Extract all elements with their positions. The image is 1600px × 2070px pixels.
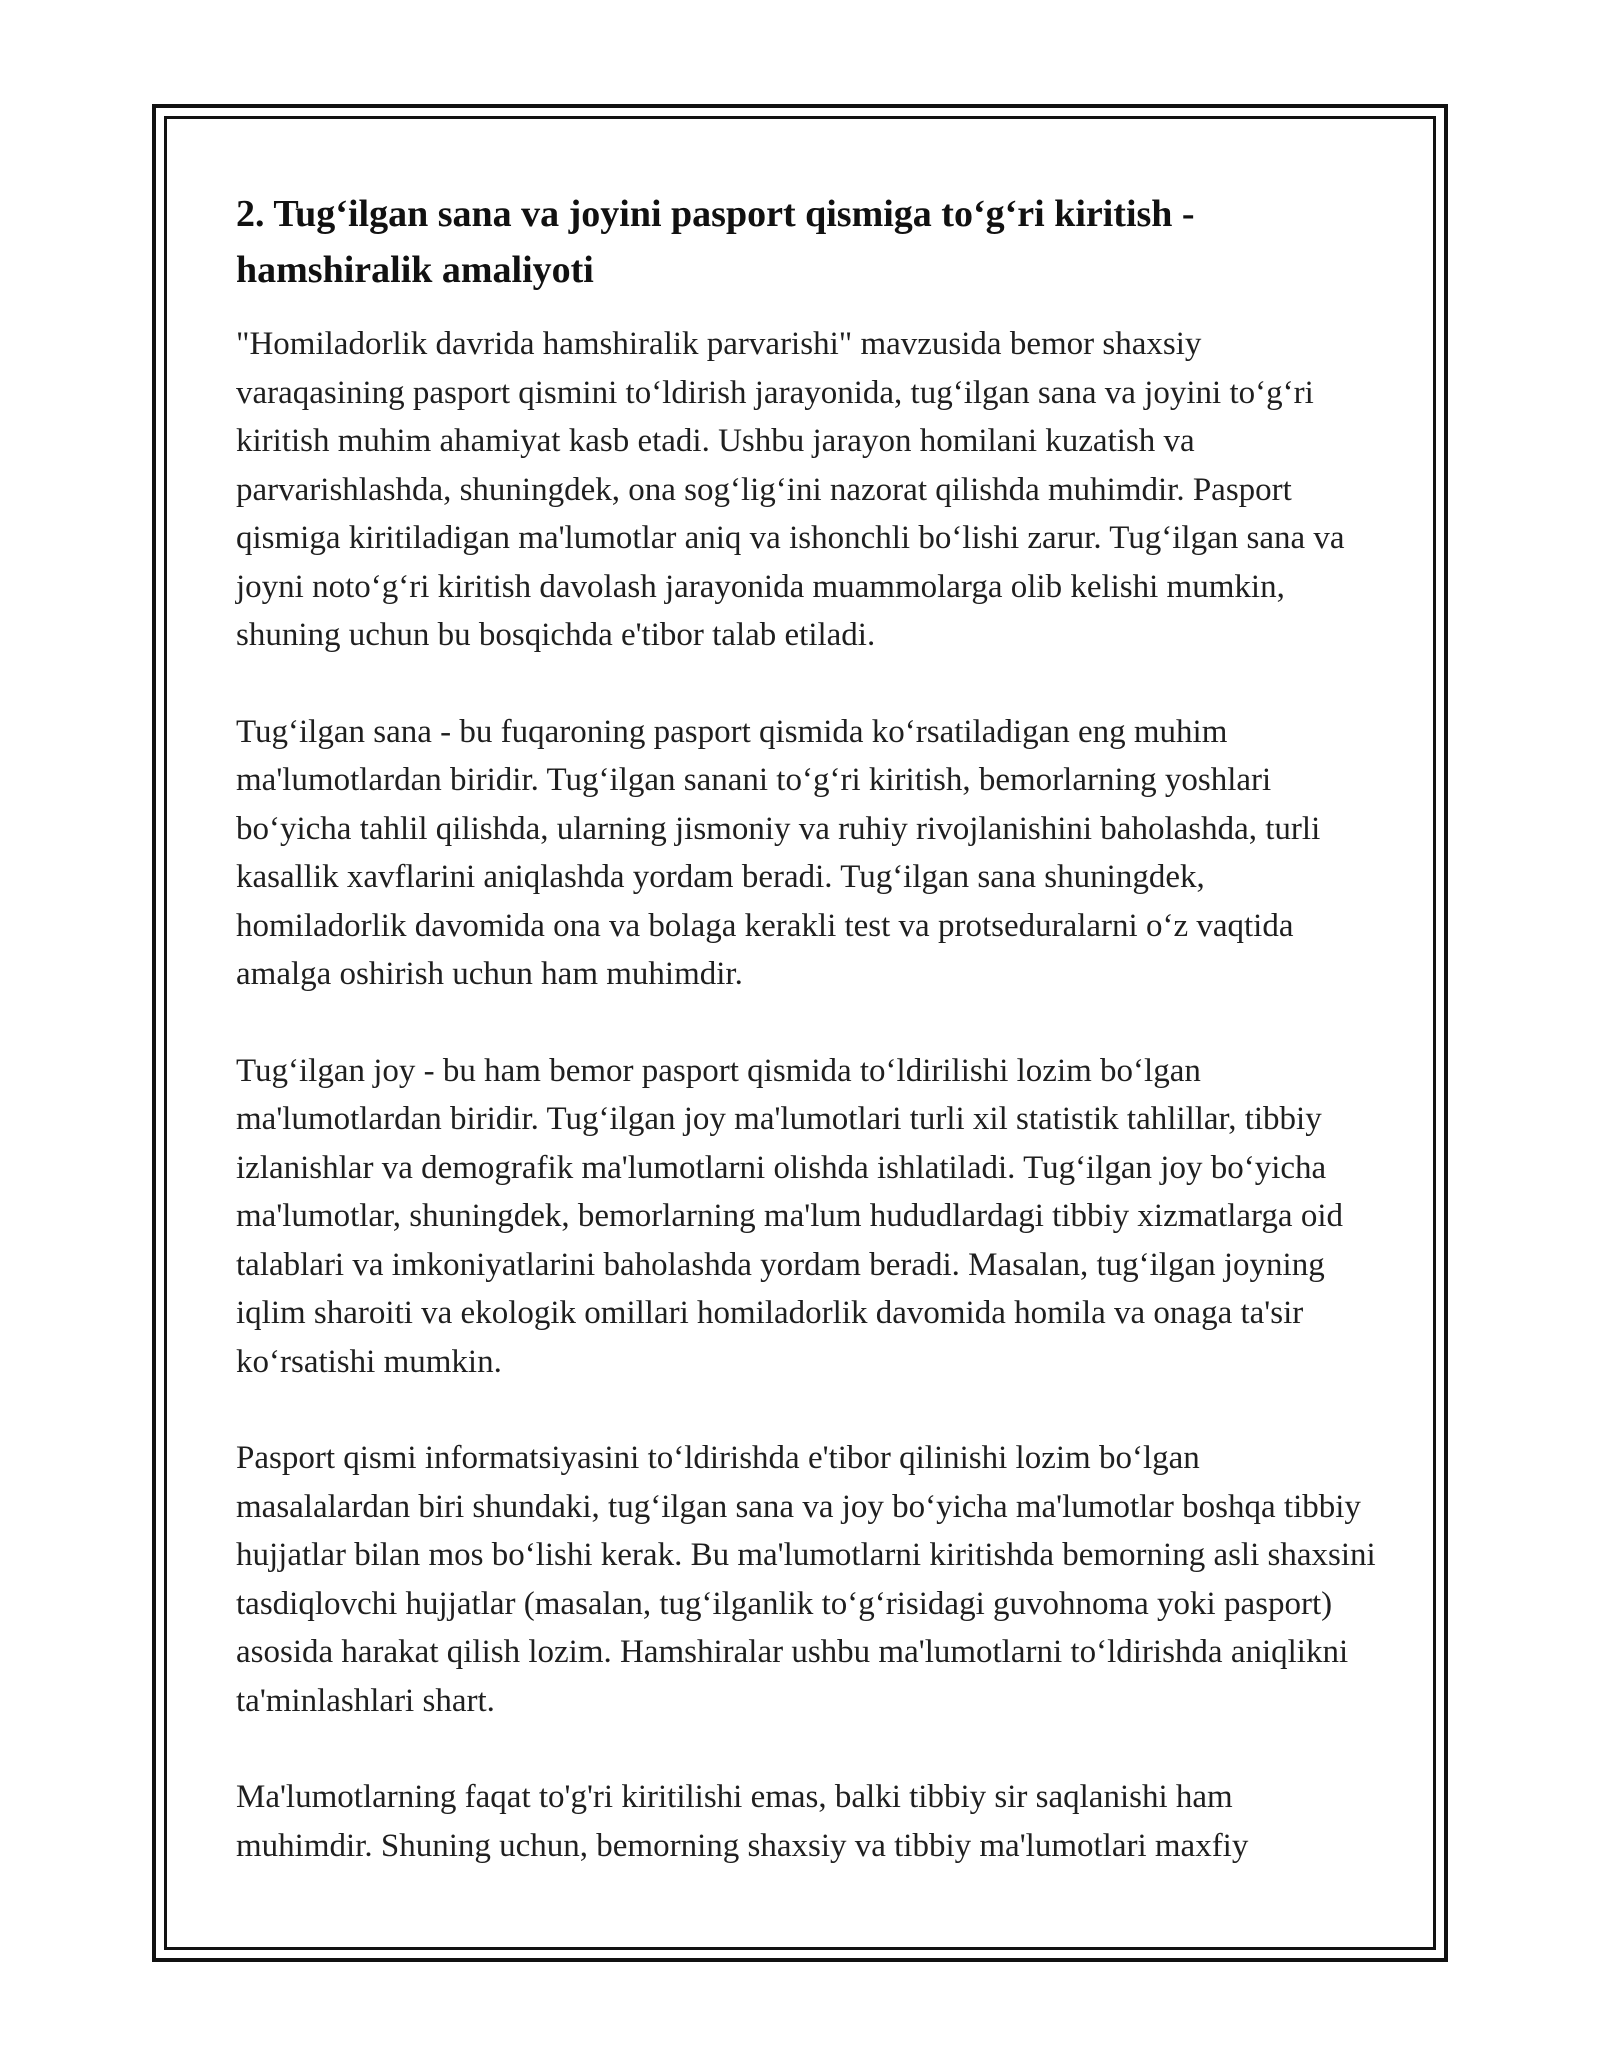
paragraph-consistency: Pasport qismi informatsiyasini to‘ldirishda e'tibor qilinishi lozim bo‘lgan masalalardan biri shundaki, tug‘ilgan sana va joy bo‘yicha ma'lumotlar boshqa tibbiy hujjatlar bilan mos bo‘lishi kerak. Bu ma'lumotlarni kiritishda bemorning asli shaxsini tasdiqlovchi hujjatlar (masalan, tug‘ilganlik to‘g‘risidagi guvohnoma yoki pasport) asosida harakat qilish lozim. Hamshiralar ushbu ma'lumotlarni to‘ldirishda aniqlikni ta'minlashlari shart. xyxy=(236,1440,1376,1719)
paragraph-confidentiality: Ma'lumotlarning faqat to'g'ri kiritilishi emas, balki tibbiy sir saqlanishi ham muhimdir. Shuning uchun, bemorning shaxsiy va tibbiy ma'lumotlari maxfiy xyxy=(236,1779,1249,1864)
paragraph-birth-date: Tug‘ilgan sana - bu fuqaroning pasport qismida ko‘rsatiladigan eng muhim ma'lumotlardan biridir. Tug‘ilgan sanani to‘g‘ri kiritish, bemorlarning yoshlari bo‘yicha tahlil qilishda, ularning jismoniy va ruhiy rivojlanishini baholashda, turli kasallik xavflarini aniqlashda yordam beradi. Tug‘ilgan sana shuningdek, homiladorlik davomida ona va bolaga kerakli test va protseduralarni o‘z vaqtida amalga oshirish uchun ham muhimdir. xyxy=(236,713,1321,992)
document-body xyxy=(236,186,1376,1870)
paragraph-birth-place: Tug‘ilgan joy - bu ham bemor pasport qismida to‘ldirilishi lozim bo‘lgan ma'lumotlardan biridir. Tug‘ilgan joy ma'lumotlari turli xil statistik tahlillar, tibbiy izlanishlar va demografik ma'lumotlarni olishda ishlatiladi. Tug‘ilgan joy bo‘yicha ma'lumotlar, shuningdek, bemorlarning ma'lum hududlardagi tibbiy xizmatlarga oid talablari va imkoniyatlarini baholashda yordam beradi. Masalan, tug‘ilgan joyning iqlim sharoiti va ekologik omillari homiladorlik davomida homila va onaga ta'sir ko‘rsatishi mumkin. xyxy=(236,1052,1343,1380)
paragraph-intro: "Homiladorlik davrida hamshiralik parvarishi" mavzusida bemor shaxsiy varaqasining pasport qismini to‘ldirish jarayonida, tug‘ilgan sana va joyini to‘g‘ri kiritish muhim ahamiyat kasb etadi. Ushbu jarayon homilani kuzatish va parvarishlashda, shuningdek, ona sog‘lig‘ini nazorat qilishda muhimdir. Pasport qismiga kiritiladigan ma'lumotlar aniq va ishonchli bo‘lishi zarur. Tug‘ilgan sana va joyni noto‘g‘ri kiritish davolash jarayonida muammolarga olib kelishi mumkin, shuning uchun bu bosqichda e'tibor talab etiladi. xyxy=(236,326,1345,653)
section-heading: 2. Tug‘ilgan sana va joyini pasport qismiga to‘g‘ri kiritish - hamshiralik amaliyoti xyxy=(236,193,1195,291)
